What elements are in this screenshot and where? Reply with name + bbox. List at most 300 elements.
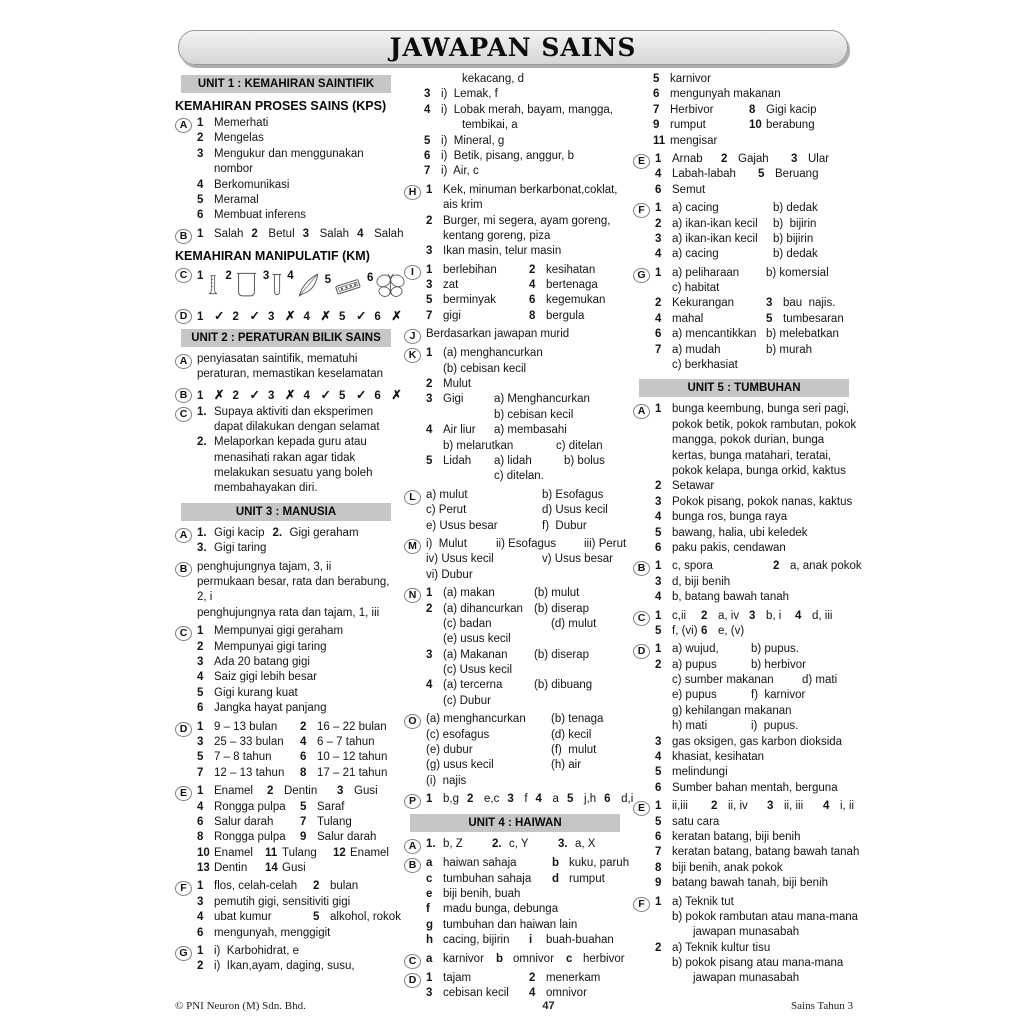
item-text: e, (v) [718,624,745,637]
item-text: bunga ros, bunga raya [672,511,788,524]
item-text: a) Menghancurkan [494,393,590,406]
answer-block [175,880,401,942]
answer-segment [462,73,524,85]
answer-body [655,560,862,606]
answer-segment [655,184,705,196]
answer-segment [766,297,835,309]
item-number: 10 [749,119,762,132]
item-text: Gigi geraham [289,526,359,539]
answer-line [197,132,397,147]
item-text: Betul [268,227,295,240]
item-number: 5 [566,793,574,806]
item-number: 3 [767,800,774,813]
answer-segment [551,618,596,630]
answer-line [426,603,626,618]
answer-line [655,972,855,987]
item-number: b [552,857,560,870]
item-number: 3 [337,785,344,798]
answer-segment [773,233,813,245]
item-number: d [552,872,560,885]
item-text: a) mulut [426,488,468,501]
item-number: 5 [197,751,204,764]
answer-line [197,911,401,926]
answer-segment [551,759,581,771]
item-text: b) pupus. [751,643,799,656]
answer-line [197,736,397,751]
item-number: 6 [655,830,662,843]
answer-block [404,713,626,790]
item-number: 5 [655,624,662,637]
answer-segment [197,387,224,402]
answer-block [404,587,626,710]
answer-line [426,838,626,853]
item-text: c) habitat [672,282,720,295]
item-number: 6 [197,702,204,715]
item-text: gigi [443,309,461,322]
answer-line [655,419,855,434]
item-number: 4 [197,800,204,813]
answer-line [653,73,855,88]
letter-badge: D [633,644,650,659]
answer-line [655,184,855,199]
item-text: c) Perut [426,504,467,517]
answer-block [633,267,855,375]
answer-segment [197,117,268,129]
answer-body [197,308,402,324]
answer-segment [426,987,521,999]
page-number: 47 [542,1000,555,1012]
answer-block [404,489,626,535]
item-text: a) Teknik tut [672,895,734,908]
answer-segment [823,800,854,812]
answer-block [175,353,397,384]
answer-segment [766,313,844,325]
answer-block [175,267,397,305]
answer-segment [552,873,605,885]
item-number: 2 [197,960,204,973]
item-number: 3 [655,735,662,748]
answer-segment [701,625,744,637]
answer-segment [197,736,292,748]
item-text: tembikai, a [462,119,518,132]
answer-segment [197,801,292,813]
item-number: 2 [721,152,728,165]
answer-segment [655,153,713,165]
item-number: 7 [653,103,660,116]
item-number: i [529,934,533,947]
answer-segment [443,633,511,645]
answer-line [197,368,397,383]
answer-segment [655,248,765,260]
answer-segment [424,150,574,162]
item-number: a [426,952,433,965]
answer-segment [672,957,843,969]
item-text: a) ikan-ikan kecil [672,232,758,245]
item-text: Dentin [214,862,248,875]
answer-segment [655,480,714,492]
answer-line [426,378,626,393]
letter-badge: O [404,714,421,729]
answer-segment [655,542,786,554]
item-number: 3 [426,986,433,999]
item-number: 7 [197,766,204,779]
item-text: kegemukan [546,294,606,307]
answer-line [655,800,855,815]
answer-segment [655,233,765,245]
answer-body [197,527,397,558]
item-number: 6 [300,751,307,764]
answer-segment [534,603,589,615]
answer-line [197,816,397,831]
item-number: 4 [529,279,536,292]
answer-segment [749,104,817,116]
answer-segment [426,953,488,965]
item-text: tumbuhan sahaja [443,872,532,885]
answer-segment [494,424,567,436]
answer-segment [197,945,299,957]
answer-segment [197,561,331,573]
item-number: 1 [655,202,662,215]
answer-segment [374,308,401,323]
item-text: Supaya aktiviti dan eksperimen [214,405,374,418]
answer-segment [655,527,808,539]
item-text: melindungi [672,766,728,779]
item-text: Mengelas [214,132,264,145]
answer-segment [604,793,633,805]
answer-segment [494,393,590,405]
answer-line [424,135,626,150]
badge-spacer [633,74,648,87]
item-text: f) Dubur [542,519,587,532]
item-number: 1 [426,793,433,806]
item-number: 7 [426,309,433,322]
answer-segment [655,877,828,889]
item-number: 1 [426,263,433,276]
answer-line [197,847,397,862]
answer-segment [197,436,367,448]
item-text: melakukan sesuatu yang boleh [214,467,373,480]
item-text: omnivor [546,986,587,999]
answer-segment [300,767,387,779]
answer-body [197,721,397,783]
answer-segment [197,896,350,908]
item-text: (i) najis [426,774,467,787]
answer-segment [426,919,577,931]
answer-line [426,934,626,949]
answer-segment [337,785,378,797]
item-text: mengunyah makanan [670,88,781,101]
item-text: (a) menghancurkan [426,713,526,726]
answer-segment [443,664,512,676]
item-text: ii, iv [728,800,748,813]
letter-badge: N [404,588,421,603]
answer-line [426,972,626,987]
item-text: d, biji benih [672,575,731,588]
answer-segment [655,800,703,812]
item-number: f [426,903,430,916]
item-text: Enamel [350,846,389,859]
answer-segment [552,857,629,869]
answer-segment [655,218,765,230]
answer-segment [672,465,846,477]
answer-line [426,649,626,664]
answer-block [633,403,855,557]
item-text: bulan [330,880,359,893]
item-text: (b) diserap [534,648,589,661]
item-number: 4 [197,671,204,684]
answer-segment [534,679,592,691]
answer-mark: ✓ [249,387,260,402]
answer-line [655,403,855,418]
answer-line [426,215,626,230]
item-text: a) Teknik kultur tisu [672,941,771,954]
answer-segment [655,610,693,622]
item-number: 1 [426,971,433,984]
item-number: 3 [197,147,204,160]
answer-line [197,308,402,323]
answer-segment [542,489,603,501]
item-text: d,i [621,793,634,806]
item-number: 4 [424,103,431,116]
item-text: Ular [808,152,830,165]
item-text: b) cebisan kecil [494,408,574,421]
item-text: 2, i [197,591,213,604]
item-text: berabung [766,119,815,132]
item-text: bau najis. [783,297,836,310]
item-text: h) mati [672,720,708,733]
measuring-cylinder-icon [205,270,221,300]
answer-segment [529,279,598,291]
answer-line [655,450,855,465]
item-text: kuku, paruh [569,857,630,870]
answer-segment [655,560,765,572]
item-number: 4 [300,735,307,748]
item-number: 6 [655,541,662,554]
item-text: iii) Perut [584,537,627,550]
item-text: 6 – 7 tahun [317,735,375,748]
answer-line [653,119,855,134]
item-number: 2 [313,880,320,893]
answer-segment [300,736,375,748]
item-text: Beruang [775,168,819,181]
letter-badge: L [404,490,421,505]
item-text: tajam [443,971,472,984]
answer-segment [426,679,526,691]
item-text: b) komersial [766,266,829,279]
item-text: a) cacing [672,248,719,261]
item-text: jawapan munasabah [693,972,800,985]
item-number: g [426,918,434,931]
item-number: 3. [197,542,207,555]
item-number: 2 [426,602,433,615]
answer-line [653,104,855,119]
answer-block [404,347,626,486]
item-text: permukaan besar, rata dan berabung, [197,576,390,589]
answer-segment [303,308,330,323]
item-number: 5 [338,389,346,402]
answer-segment [197,847,257,859]
item-number: 1 [197,625,204,638]
item-text: (d) kecil [551,728,592,741]
answer-line [426,618,626,633]
item-number: 5 [324,273,332,286]
item-number: 4 [655,312,662,325]
item-number: 1 [197,720,204,733]
answer-segment [214,467,373,479]
answer-segment [655,403,849,415]
answer-segment [197,656,310,668]
item-number: 6 [529,294,536,307]
item-text: Gigi taring [214,542,267,555]
answer-line [197,527,397,542]
answer-block [404,972,626,1003]
item-text: b) dedak [773,202,818,215]
answer-line [197,721,397,736]
item-text: nombor [214,163,253,176]
item-text: Tulang [282,846,317,859]
answer-segment [655,344,758,356]
item-number: 2 [711,800,718,813]
item-text: omnivor [513,952,554,965]
letter-badge: D [175,309,192,324]
answer-segment [766,344,812,356]
answer-line [426,759,626,774]
letter-badge: B [175,388,192,403]
answer-mark: ✓ [214,308,225,323]
item-number: 7 [655,846,662,859]
item-number: 3 [655,495,662,508]
item-number: 4 [795,609,802,622]
answer-line [426,409,626,424]
answer-mark: ✓ [355,387,367,402]
item-text: b) pokok rambutan atau mana-mana [672,910,859,923]
answer-body [197,387,402,403]
answer-block [175,785,397,877]
answer-line [426,679,626,694]
letter-badge: C [175,407,192,422]
answer-line [424,150,626,165]
item-number: 2 [267,785,274,798]
answer-segment [701,610,741,622]
item-text: batang bawah tanah, biji benih [672,877,829,890]
item-number: 3 [267,389,275,402]
answer-segment [197,927,330,939]
answer-mark: ✓ [355,308,367,323]
answer-line [197,801,397,816]
unit-heading: UNIT 4 : HAIWAN [410,814,620,832]
item-text: bawang, halia, ubi keledek [672,526,808,539]
item-number: 4 [535,793,542,806]
item-text: keratan batang, biji benih [672,830,801,843]
answer-block [175,117,397,225]
item-text: (c) Usus kecil [443,664,513,677]
answer-line [655,511,855,526]
letter-badge: G [633,268,650,283]
answer-line [424,88,626,103]
column-2 [404,70,634,1005]
item-text: Salah [214,227,244,240]
answer-line [426,775,626,790]
item-number: 2 [232,310,239,323]
item-text: a, anak pokok [790,560,862,573]
answer-segment [507,793,527,805]
answer-segment [655,846,859,858]
answer-segment [197,862,257,874]
letter-badge: B [175,562,192,577]
apparatus-image-row [197,270,397,300]
item-text: (a) Makanan [443,648,508,661]
answer-line [426,199,626,214]
answer-line [655,877,855,892]
answer-segment [197,308,224,323]
answer-line [426,553,626,568]
item-number: 1 [197,389,204,402]
item-text: iv) Usus kecil [426,553,494,566]
item-number: 6 [655,328,662,341]
answer-body [655,610,855,641]
item-number: 6 [374,389,381,402]
item-number: 5 [655,815,662,828]
answer-line [655,625,855,640]
answer-line [426,504,626,519]
answer-line [426,440,626,455]
answer-line [655,705,855,720]
letter-badge: A [175,354,192,369]
answer-line [197,927,397,942]
item-text: 9 – 13 bulan [214,720,278,733]
answer-block [404,328,626,344]
answer-body [426,857,630,949]
answer-body [426,489,626,535]
item-number: 3 [791,152,798,165]
item-number: 4 [655,591,662,604]
item-number: 1 [197,117,204,129]
item-number: 1. [426,838,436,851]
answer-line [197,945,397,960]
item-text: i) Mineral, g [441,134,505,147]
apparatus-item [263,270,283,300]
answer-segment [802,674,837,686]
answer-line [197,482,397,497]
answer-line [426,184,626,199]
answer-line [426,857,630,872]
answer-mark: ✗ [284,387,296,402]
answer-block [175,945,397,976]
answer-segment [653,73,711,85]
item-number: 14 [265,862,278,875]
letter-badge: C [404,954,421,969]
letter-badge: E [633,801,650,816]
answer-line [426,470,626,485]
answer-line [197,687,397,702]
answer-segment [426,903,558,915]
item-text: menerkam [546,971,601,984]
answer-body [424,73,626,181]
answer-segment [426,729,543,741]
answer-line [655,542,855,557]
letter-badge: D [175,722,192,737]
item-text: karnivor [443,952,484,965]
item-text: a) mencantikkan [672,328,757,341]
item-number: 2 [197,640,204,653]
item-number: 5 [426,454,433,467]
answer-segment [426,569,473,581]
item-number: 1 [655,800,662,813]
answer-segment [424,165,479,177]
answer-line [197,148,397,163]
answer-line [424,119,626,134]
answer-segment [197,353,357,365]
